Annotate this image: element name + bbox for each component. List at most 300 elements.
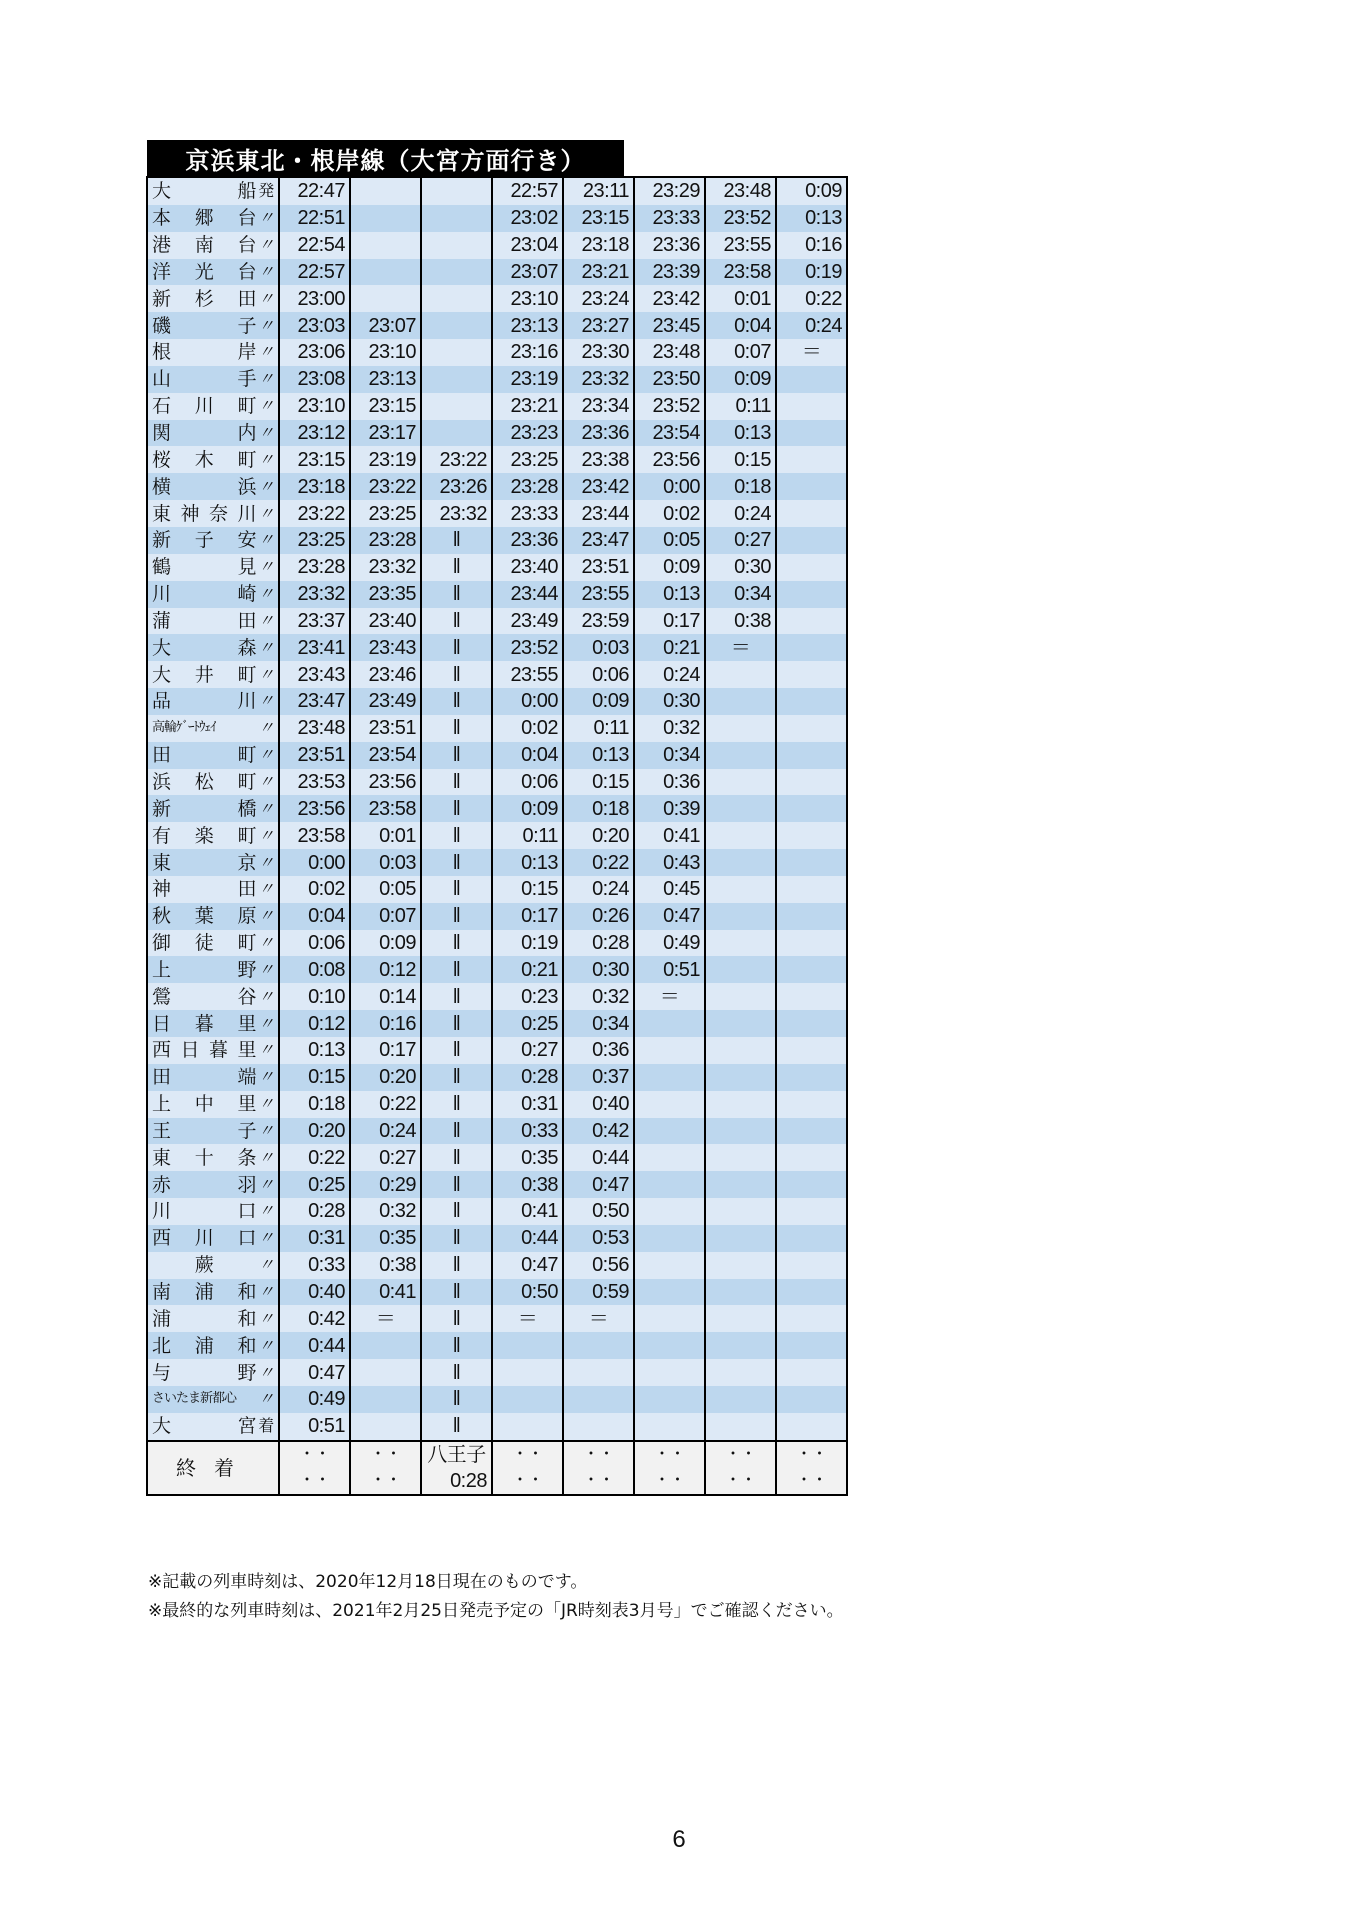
time-cell: [705, 876, 776, 903]
time-cell: [776, 473, 847, 500]
station-name: 蕨: [194, 1254, 214, 1277]
time-cell: [634, 1359, 705, 1386]
time-cell: 0:13: [279, 1037, 350, 1064]
time-cell: 0:26: [563, 903, 634, 930]
time-cell: [705, 956, 776, 983]
terminal-destination: ・・: [653, 1445, 685, 1463]
station-cell: [147, 232, 279, 259]
time-cell: 0:18: [279, 1091, 350, 1118]
time-cell: [776, 608, 847, 635]
departure-arrival-mark: 〃: [258, 235, 274, 255]
time-cell: [634, 1037, 705, 1064]
table-row: [147, 177, 847, 205]
station-cell: [147, 177, 279, 205]
station-cell: [147, 259, 279, 286]
timetable-body: [147, 177, 847, 1495]
time-cell: 23:58: [705, 259, 776, 286]
time-cell: [776, 420, 847, 447]
time-cell: ＝: [350, 1305, 421, 1332]
time-cell: [705, 1225, 776, 1252]
time-cell: 0:22: [350, 1091, 421, 1118]
time-cell: 0:36: [634, 769, 705, 796]
time-cell: [705, 1091, 776, 1118]
station-cell: [147, 1252, 279, 1279]
time-cell: ‖: [421, 769, 492, 796]
time-cell: [705, 661, 776, 688]
station-name: 浜松町: [152, 770, 256, 793]
time-cell: 23:10: [492, 285, 563, 312]
departure-arrival-mark: 〃: [258, 584, 274, 604]
table-row: [147, 393, 847, 420]
time-cell: 0:22: [279, 1144, 350, 1171]
time-cell: 0:20: [279, 1118, 350, 1145]
table-row: [147, 634, 847, 661]
time-cell: ‖: [421, 1225, 492, 1252]
time-cell: 23:12: [279, 420, 350, 447]
table-row: [147, 1332, 847, 1359]
time-cell: 23:51: [279, 742, 350, 769]
station-cell: [147, 903, 279, 930]
station-cell: [147, 393, 279, 420]
time-cell: [350, 232, 421, 259]
time-cell: 0:30: [563, 956, 634, 983]
time-cell: [563, 1359, 634, 1386]
time-cell: ＝: [705, 634, 776, 661]
terminal-destination: ・・: [369, 1445, 401, 1463]
terminal-time: 0:28: [450, 1469, 487, 1492]
station-cell: [147, 983, 279, 1010]
station-cell: [147, 930, 279, 957]
time-cell: 23:19: [350, 446, 421, 473]
time-cell: [634, 1064, 705, 1091]
time-cell: 0:34: [634, 742, 705, 769]
time-cell: ‖: [421, 956, 492, 983]
time-cell: 0:45: [634, 876, 705, 903]
time-cell: 23:45: [634, 312, 705, 339]
time-cell: [563, 1386, 634, 1413]
time-cell: 22:51: [279, 205, 350, 232]
time-cell: 23:47: [279, 688, 350, 715]
departure-arrival-mark: 〃: [258, 557, 274, 577]
time-cell: [776, 983, 847, 1010]
time-cell: 0:34: [705, 581, 776, 608]
time-cell: 23:52: [492, 634, 563, 661]
table-row: [147, 903, 847, 930]
time-cell: 0:02: [492, 715, 563, 742]
station-name: 与 野: [152, 1361, 256, 1384]
time-cell: [776, 1144, 847, 1171]
time-cell: 23:40: [492, 554, 563, 581]
time-cell: 0:22: [776, 285, 847, 312]
table-row: [147, 581, 847, 608]
time-cell: 23:37: [279, 608, 350, 635]
table-row: [147, 983, 847, 1010]
table-row: [147, 446, 847, 473]
time-cell: 0:24: [705, 500, 776, 527]
time-cell: 0:23: [492, 983, 563, 1010]
time-cell: [776, 1010, 847, 1037]
time-cell: [350, 259, 421, 286]
time-cell: [421, 177, 492, 205]
time-cell: [705, 1332, 776, 1359]
terminal-destination: ・・: [795, 1445, 827, 1463]
time-cell: 0:10: [279, 983, 350, 1010]
station-cell: [147, 500, 279, 527]
table-row: [147, 956, 847, 983]
departure-arrival-mark: 〃: [258, 342, 274, 362]
time-cell: ‖: [421, 1010, 492, 1037]
station-name: 高輪ｹﾞｰﾄｳｪｲ: [152, 720, 216, 736]
time-cell: 0:11: [705, 393, 776, 420]
station-name: 北浦和: [152, 1334, 256, 1357]
time-cell: 23:24: [563, 285, 634, 312]
time-cell: [421, 366, 492, 393]
time-cell: 23:13: [492, 312, 563, 339]
station-name: 新杉田: [152, 287, 256, 310]
time-cell: 23:44: [492, 581, 563, 608]
terminal-cell: [634, 1441, 705, 1495]
station-cell: [147, 769, 279, 796]
time-cell: ‖: [421, 849, 492, 876]
time-cell: [705, 715, 776, 742]
station-name: 大 森: [152, 636, 256, 659]
table-row: [147, 285, 847, 312]
time-cell: 23:52: [705, 205, 776, 232]
station-cell: [147, 1225, 279, 1252]
time-cell: 0:24: [776, 312, 847, 339]
station-cell: [147, 285, 279, 312]
time-cell: [776, 795, 847, 822]
station-cell: [147, 876, 279, 903]
station-cell: [147, 1359, 279, 1386]
time-cell: 0:32: [563, 983, 634, 1010]
time-cell: 23:03: [279, 312, 350, 339]
time-cell: 23:13: [350, 366, 421, 393]
time-cell: 23:54: [350, 742, 421, 769]
terminal-destination: ・・: [298, 1445, 330, 1463]
table-row: [147, 661, 847, 688]
station-cell: [147, 956, 279, 983]
time-cell: [705, 1037, 776, 1064]
station-name: 蒲 田: [152, 609, 256, 632]
time-cell: [776, 393, 847, 420]
time-cell: [705, 1359, 776, 1386]
time-cell: [776, 688, 847, 715]
table-row: [147, 930, 847, 957]
time-cell: 0:06: [563, 661, 634, 688]
time-cell: [776, 903, 847, 930]
time-cell: 0:17: [492, 903, 563, 930]
station-cell: [147, 634, 279, 661]
time-cell: 0:33: [279, 1252, 350, 1279]
station-name: 赤 羽: [152, 1173, 256, 1196]
time-cell: 0:11: [492, 822, 563, 849]
time-cell: [421, 205, 492, 232]
time-cell: 0:38: [350, 1252, 421, 1279]
time-cell: 23:47: [563, 527, 634, 554]
time-cell: [776, 1332, 847, 1359]
time-cell: 0:01: [350, 822, 421, 849]
time-cell: [421, 312, 492, 339]
terminal-cell: [279, 1441, 350, 1495]
time-cell: 0:30: [634, 688, 705, 715]
station-name: 上中里: [152, 1093, 256, 1116]
time-cell: [705, 769, 776, 796]
time-cell: 0:04: [705, 312, 776, 339]
departure-arrival-mark: 〃: [258, 1255, 274, 1275]
time-cell: 0:09: [634, 554, 705, 581]
time-cell: [705, 1171, 776, 1198]
time-cell: ‖: [421, 795, 492, 822]
time-cell: 23:50: [634, 366, 705, 393]
station-name: 桜木町: [152, 448, 256, 471]
time-cell: 23:15: [563, 205, 634, 232]
station-name: 川 崎: [152, 583, 256, 606]
time-cell: [776, 1359, 847, 1386]
time-cell: [776, 876, 847, 903]
terminal-destination: ・・: [582, 1445, 614, 1463]
time-cell: 23:56: [350, 769, 421, 796]
station-cell: [147, 420, 279, 447]
table-row: [147, 527, 847, 554]
departure-arrival-mark: 〃: [258, 1308, 274, 1328]
table-row: [147, 822, 847, 849]
station-cell: [147, 1198, 279, 1225]
time-cell: ‖: [421, 1386, 492, 1413]
time-cell: [705, 849, 776, 876]
departure-arrival-mark: 〃: [258, 1201, 274, 1221]
station-cell: [147, 742, 279, 769]
time-cell: 0:49: [634, 930, 705, 957]
station-cell: [147, 822, 279, 849]
departure-arrival-mark: 〃: [258, 1389, 274, 1409]
departure-arrival-mark: 〃: [258, 1013, 274, 1033]
time-cell: 0:12: [279, 1010, 350, 1037]
time-cell: 23:11: [563, 177, 634, 205]
time-cell: 23:36: [492, 527, 563, 554]
station-name: 洋光台: [152, 260, 256, 283]
time-cell: 0:22: [563, 849, 634, 876]
time-cell: 23:44: [563, 500, 634, 527]
time-cell: ‖: [421, 1252, 492, 1279]
time-cell: 0:15: [563, 769, 634, 796]
time-cell: ＝: [776, 339, 847, 366]
table-row: [147, 1118, 847, 1145]
time-cell: [705, 983, 776, 1010]
station-name: 鶯 谷: [152, 985, 256, 1008]
time-cell: 23:29: [634, 177, 705, 205]
time-cell: 0:24: [350, 1118, 421, 1145]
time-cell: 23:35: [350, 581, 421, 608]
time-cell: [634, 1332, 705, 1359]
time-cell: 0:31: [279, 1225, 350, 1252]
station-name: 田 端: [152, 1066, 256, 1089]
time-cell: ‖: [421, 1198, 492, 1225]
station-cell: [147, 1091, 279, 1118]
time-cell: 0:27: [705, 527, 776, 554]
page-number: 6: [672, 1826, 686, 1853]
station-cell: [147, 554, 279, 581]
time-cell: 23:56: [279, 795, 350, 822]
time-cell: 0:19: [492, 930, 563, 957]
time-cell: 23:32: [563, 366, 634, 393]
time-cell: ‖: [421, 983, 492, 1010]
time-cell: [634, 1305, 705, 1332]
time-cell: ‖: [421, 1359, 492, 1386]
timetable: [146, 176, 848, 1496]
station-cell: [147, 849, 279, 876]
departure-arrival-mark: 〃: [258, 1120, 274, 1140]
time-cell: 23:23: [492, 420, 563, 447]
time-cell: 23:32: [421, 500, 492, 527]
terminal-time: ・・: [795, 1471, 827, 1489]
time-cell: 23:18: [563, 232, 634, 259]
departure-arrival-mark: 発: [258, 181, 274, 201]
time-cell: [705, 795, 776, 822]
time-cell: [634, 1225, 705, 1252]
time-cell: 23:40: [350, 608, 421, 635]
time-cell: [421, 420, 492, 447]
time-cell: 23:42: [634, 285, 705, 312]
table-row: [147, 608, 847, 635]
station-cell: [147, 312, 279, 339]
time-cell: [634, 1010, 705, 1037]
time-cell: 0:28: [492, 1064, 563, 1091]
time-cell: 0:32: [634, 715, 705, 742]
station-name: 磯 子: [152, 314, 256, 337]
time-cell: [705, 1118, 776, 1145]
time-cell: 0:34: [563, 1010, 634, 1037]
table-row: [147, 795, 847, 822]
station-cell: [147, 1279, 279, 1306]
station-cell: [147, 608, 279, 635]
time-cell: 23:22: [421, 446, 492, 473]
time-cell: ＝: [492, 1305, 563, 1332]
station-name: 新 橋: [152, 797, 256, 820]
terminal-destination: ・・: [511, 1445, 543, 1463]
table-row: [147, 769, 847, 796]
table-row: [147, 715, 847, 742]
time-cell: [776, 554, 847, 581]
time-cell: [776, 1118, 847, 1145]
time-cell: 23:55: [492, 661, 563, 688]
time-cell: 23:19: [492, 366, 563, 393]
station-name: 東神奈川: [152, 502, 256, 525]
time-cell: ‖: [421, 581, 492, 608]
table-row: [147, 1037, 847, 1064]
terminal-time: ・・: [298, 1471, 330, 1489]
station-cell: [147, 661, 279, 688]
terminal-destination: 八王子: [427, 1443, 486, 1466]
time-cell: ‖: [421, 608, 492, 635]
station-name: 神 田: [152, 878, 256, 901]
time-cell: 0:35: [350, 1225, 421, 1252]
time-cell: 0:16: [350, 1010, 421, 1037]
time-cell: 23:51: [563, 554, 634, 581]
departure-arrival-mark: 〃: [258, 718, 274, 738]
time-cell: 23:43: [279, 661, 350, 688]
time-cell: 0:53: [563, 1225, 634, 1252]
time-cell: 23:59: [563, 608, 634, 635]
departure-arrival-mark: 〃: [258, 1335, 274, 1355]
time-cell: 0:09: [350, 930, 421, 957]
time-cell: [421, 393, 492, 420]
time-cell: 0:30: [705, 554, 776, 581]
time-cell: [705, 903, 776, 930]
time-cell: 0:39: [634, 795, 705, 822]
time-cell: [634, 1118, 705, 1145]
table-row: [147, 1064, 847, 1091]
time-cell: ‖: [421, 1091, 492, 1118]
time-cell: [705, 688, 776, 715]
station-name: 新子安: [152, 529, 256, 552]
time-cell: ‖: [421, 742, 492, 769]
time-cell: 0:09: [492, 795, 563, 822]
time-cell: 0:03: [563, 634, 634, 661]
station-name: 石川町: [152, 395, 256, 418]
time-cell: [776, 742, 847, 769]
departure-arrival-mark: 〃: [258, 1040, 274, 1060]
time-cell: [776, 446, 847, 473]
time-cell: [563, 1332, 634, 1359]
time-cell: [563, 1413, 634, 1441]
time-cell: ‖: [421, 1413, 492, 1441]
time-cell: 23:49: [492, 608, 563, 635]
time-cell: 23:32: [350, 554, 421, 581]
time-cell: 23:42: [563, 473, 634, 500]
time-cell: ‖: [421, 688, 492, 715]
time-cell: [776, 930, 847, 957]
table-row: [147, 1225, 847, 1252]
time-cell: 23:10: [279, 393, 350, 420]
time-cell: [350, 285, 421, 312]
time-cell: 0:09: [563, 688, 634, 715]
timetable-title: 京浜東北・根岸線（大宮方面行き）: [147, 140, 624, 177]
time-cell: 0:13: [563, 742, 634, 769]
terminal-cell: [705, 1441, 776, 1495]
time-cell: [705, 822, 776, 849]
time-cell: 23:25: [492, 446, 563, 473]
station-cell: [147, 473, 279, 500]
time-cell: 23:10: [350, 339, 421, 366]
time-cell: [634, 1144, 705, 1171]
station-cell: [147, 527, 279, 554]
time-cell: 0:18: [563, 795, 634, 822]
time-cell: 23:49: [350, 688, 421, 715]
time-cell: [634, 1386, 705, 1413]
footnotes: [148, 1568, 844, 1626]
departure-arrival-mark: 〃: [258, 745, 274, 765]
station-cell: [147, 1010, 279, 1037]
time-cell: 23:07: [492, 259, 563, 286]
time-cell: 22:57: [492, 177, 563, 205]
time-cell: 23:36: [563, 420, 634, 447]
time-cell: ‖: [421, 1118, 492, 1145]
time-cell: [705, 1198, 776, 1225]
departure-arrival-mark: 〃: [258, 288, 274, 308]
station-name: 日暮里: [152, 1012, 256, 1035]
time-cell: 23:48: [634, 339, 705, 366]
time-cell: 23:17: [350, 420, 421, 447]
station-name: 港南台: [152, 234, 256, 257]
time-cell: [634, 1171, 705, 1198]
time-cell: 23:34: [563, 393, 634, 420]
time-cell: 0:27: [492, 1037, 563, 1064]
departure-arrival-mark: 〃: [258, 1228, 274, 1248]
departure-arrival-mark: 〃: [258, 691, 274, 711]
time-cell: 0:13: [634, 581, 705, 608]
time-cell: 0:47: [563, 1171, 634, 1198]
